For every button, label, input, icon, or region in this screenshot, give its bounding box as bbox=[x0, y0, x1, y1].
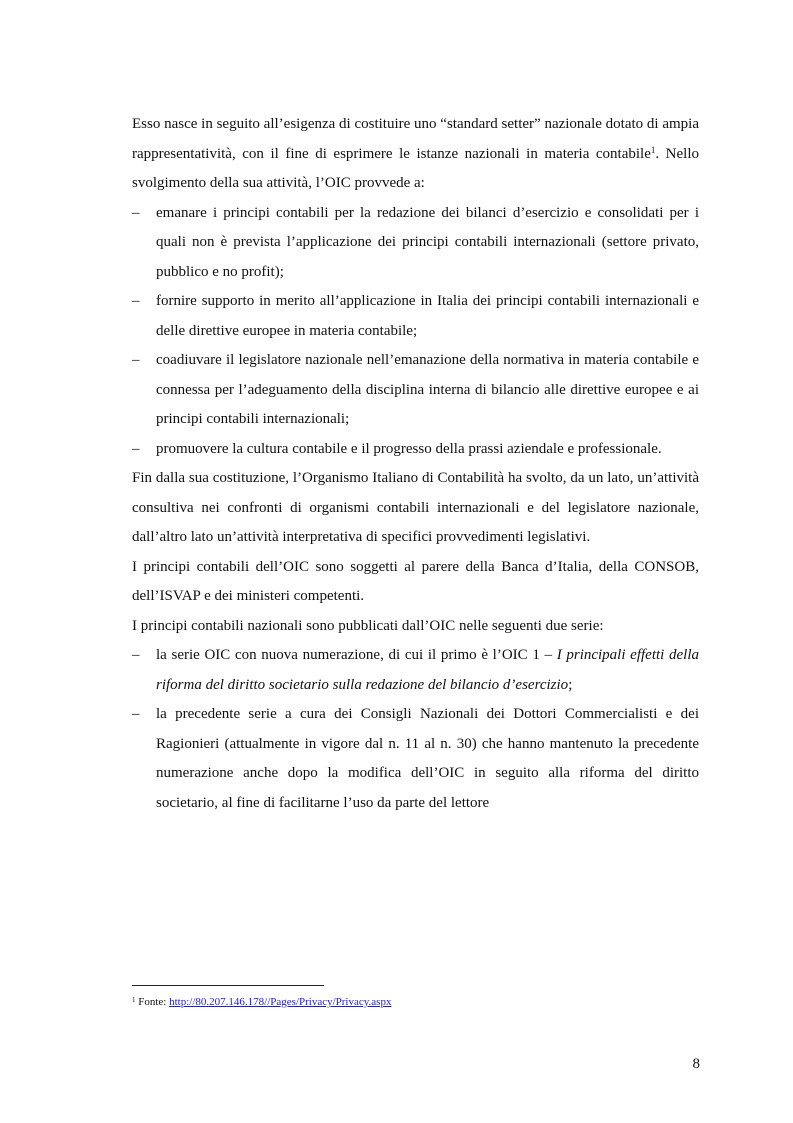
list-item: – fornire supporto in merito all’applicazione in Italia dei principi contabili internazionali e delle direttive europee in materia contabile; bbox=[132, 287, 699, 346]
footnote-label: Fonte: bbox=[135, 996, 170, 1008]
footnote-reference[interactable]: 1 bbox=[650, 144, 656, 155]
dash-bullet: – bbox=[132, 204, 140, 221]
intro-paragraph: Esso nasce in seguito all’esigenza di costituire uno “standard setter” nazionale dotato di ampia rappresentatività, con il fine di esprimere le istanze nazionali in materia contabile$^1$. Nello svolgimento della sua attività, l’OIC provvede a: bbox=[132, 116, 699, 191]
list-item: – la precedente serie a cura dei Consigli Nazionali dei Dottori Commercialisti e dei Ragionieri (attualmente in vigore dal n. 11 al n. 30) che hanno mantenuto la precedente numerazione anche dopo la modifica dell’OIC in seguito alla riforma del diritto societario, al fine di facilitarne l’uso da parte del lettore bbox=[132, 700, 699, 818]
dash-bullet: – bbox=[132, 293, 140, 309]
paragraph: Fin dalla sua costituzione, l’Organismo Italiano di Contabilità ha svolto, da un lato, un’attività consultiva nei confronti di organismi contabili internazionali e del legislatore nazionale, dall’altro lato un’attività interpretativa di specifici provvedimenti legislativi. bbox=[132, 470, 699, 545]
oic1-title: I principali effetti della riforma del diritto societario sulla redazione del bilancio d’esercizio bbox=[156, 647, 700, 693]
dash-bullet: – bbox=[132, 352, 140, 368]
page-number: 8 bbox=[692, 1056, 700, 1072]
footnote-marker: 1 bbox=[132, 996, 136, 1004]
footnote bbox=[132, 995, 391, 1009]
dash-bullet: – bbox=[132, 440, 140, 457]
paragraph: I principi contabili dell’OIC sono soggetti al parere della Banca d’Italia, della CONSOB, dell’ISVAP e dei ministeri competenti. bbox=[132, 558, 699, 604]
oic-duties-list bbox=[132, 199, 699, 465]
dash-bullet: – bbox=[132, 647, 140, 663]
list-item: – emanare i principi contabili per la redazione dei bilanci d’esercizio e consolidati per i quali non è prevista l’applicazione dei principi contabili internazionali (settore privato, pubblico e no profit); bbox=[132, 199, 699, 288]
paragraph: I principi contabili nazionali sono pubblicati dall’OIC nelle seguenti due serie: bbox=[132, 617, 604, 634]
list-item: – promuovere la cultura contabile e il progresso della prassi aziendale e professionale. bbox=[132, 435, 699, 465]
main-text bbox=[132, 110, 699, 818]
footnote-link[interactable]: http://80.207.146.178//Pages/Privacy/Privacy.aspx bbox=[169, 996, 392, 1008]
series-list bbox=[132, 641, 699, 818]
footnote-separator bbox=[132, 985, 324, 986]
list-item: – la serie OIC con nuova numerazione, di cui il primo è l’OIC 1 – I principali effetti della riforma del diritto societario sulla redazione del bilancio d’esercizio; bbox=[132, 641, 699, 700]
dash-bullet: – bbox=[132, 706, 140, 722]
list-item: – coadiuvare il legislatore nazionale nell’emanazione della normativa in materia contabile e connessa per l’adeguamento della disciplina interna di bilancio alle direttive europee e ai principi contabili internazionali; bbox=[132, 346, 699, 435]
